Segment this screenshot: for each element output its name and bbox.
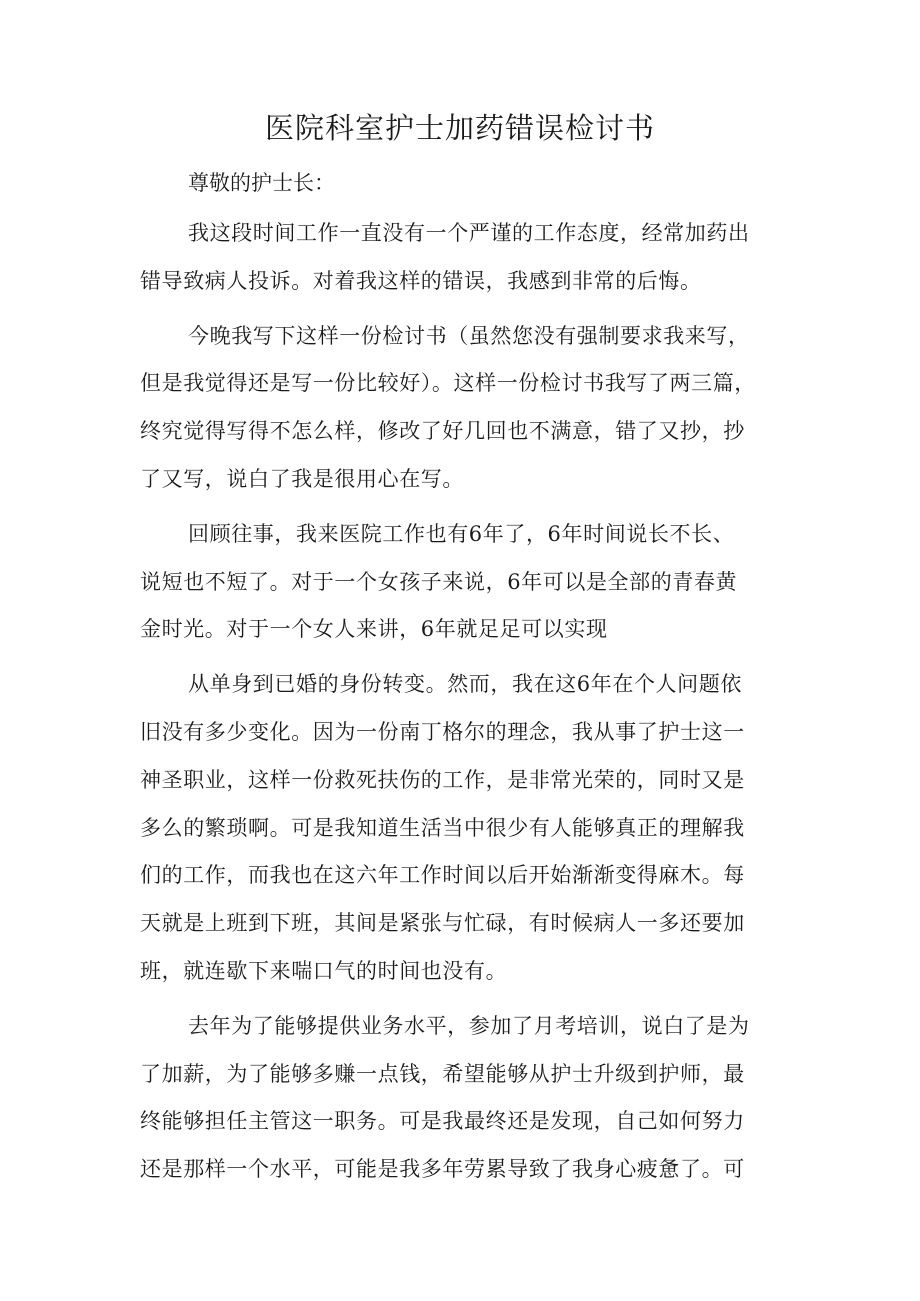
text-line: 多么的繁琐啊。可是我知道生活当中很少有人能够真正的理解我 [140, 815, 745, 840]
text-line: 今晚我写下这样一份检讨书（虽然您没有强制要求我来写， [188, 323, 750, 348]
text-line: 班，就连歇下来喘口气的时间也没有。 [140, 958, 508, 983]
salutation: 尊敬的护士长： [188, 171, 335, 195]
text-line: 错导致病人投诉。对着我这样的错误，我感到非常的后悔。 [140, 268, 702, 293]
text-line: 了加薪，为了能够多赚一点钱，希望能够从护士升级到护师，最 [140, 1061, 745, 1086]
text-line: 旧没有多少变化。因为一份南丁格尔的理念，我从事了护士这一 [140, 719, 745, 744]
text-line: 但是我觉得还是写一份比较好）。这样一份检讨书我写了两三篇， [140, 371, 756, 396]
text-line: 我这段时间工作一直没有一个严谨的工作态度，经常加药出 [188, 221, 750, 245]
text-line: 神圣职业，这样一份救死扶伤的工作，是非常光荣的，同时又是 [140, 767, 745, 792]
text-line: 说短也不短了。对于一个女孩子来说，6年可以是全部的青春黄 [140, 569, 738, 594]
text-line: 去年为了能够提供业务水平，参加了月考培训，说白了是为 [188, 1013, 750, 1038]
text-line: 天就是上班到下班，其间是紧张与忙碌，有时候病人一多还要加 [140, 911, 745, 936]
paragraph-2 [140, 313, 788, 504]
paragraph-3 [140, 511, 788, 654]
text-line: 终能够担任主管这一职务。可是我最终还是发现，自己如何努力 [140, 1109, 745, 1134]
document-title: 医院科室护士加药错误检讨书 [264, 111, 655, 145]
text-line: 金时光。对于一个女人来讲，6年就足足可以实现 [140, 617, 608, 642]
text-line: 回顾往事，我来医院工作也有6年了，6年时间说长不长、 [188, 521, 735, 546]
text-line: 们的工作，而我也在这六年工作时间以后开始渐渐变得麻木。每 [140, 863, 745, 888]
text-line: 终究觉得写得不怎么样，修改了好几回也不满意，错了又抄，抄 [140, 419, 745, 444]
paragraph-4 [140, 661, 788, 996]
text-line: 了又写，说白了我是很用心在写。 [140, 466, 464, 491]
paragraph-5 [140, 1003, 788, 1194]
paragraph-1 [140, 210, 788, 306]
document-body [140, 163, 788, 1194]
text-line: 从单身到已婚的身份转变。然而，我在这6年在个人问题依 [188, 672, 742, 697]
text-line: 还是那样一个水平，可能是我多年劳累导致了我身心疲惫了。可 [140, 1157, 745, 1182]
